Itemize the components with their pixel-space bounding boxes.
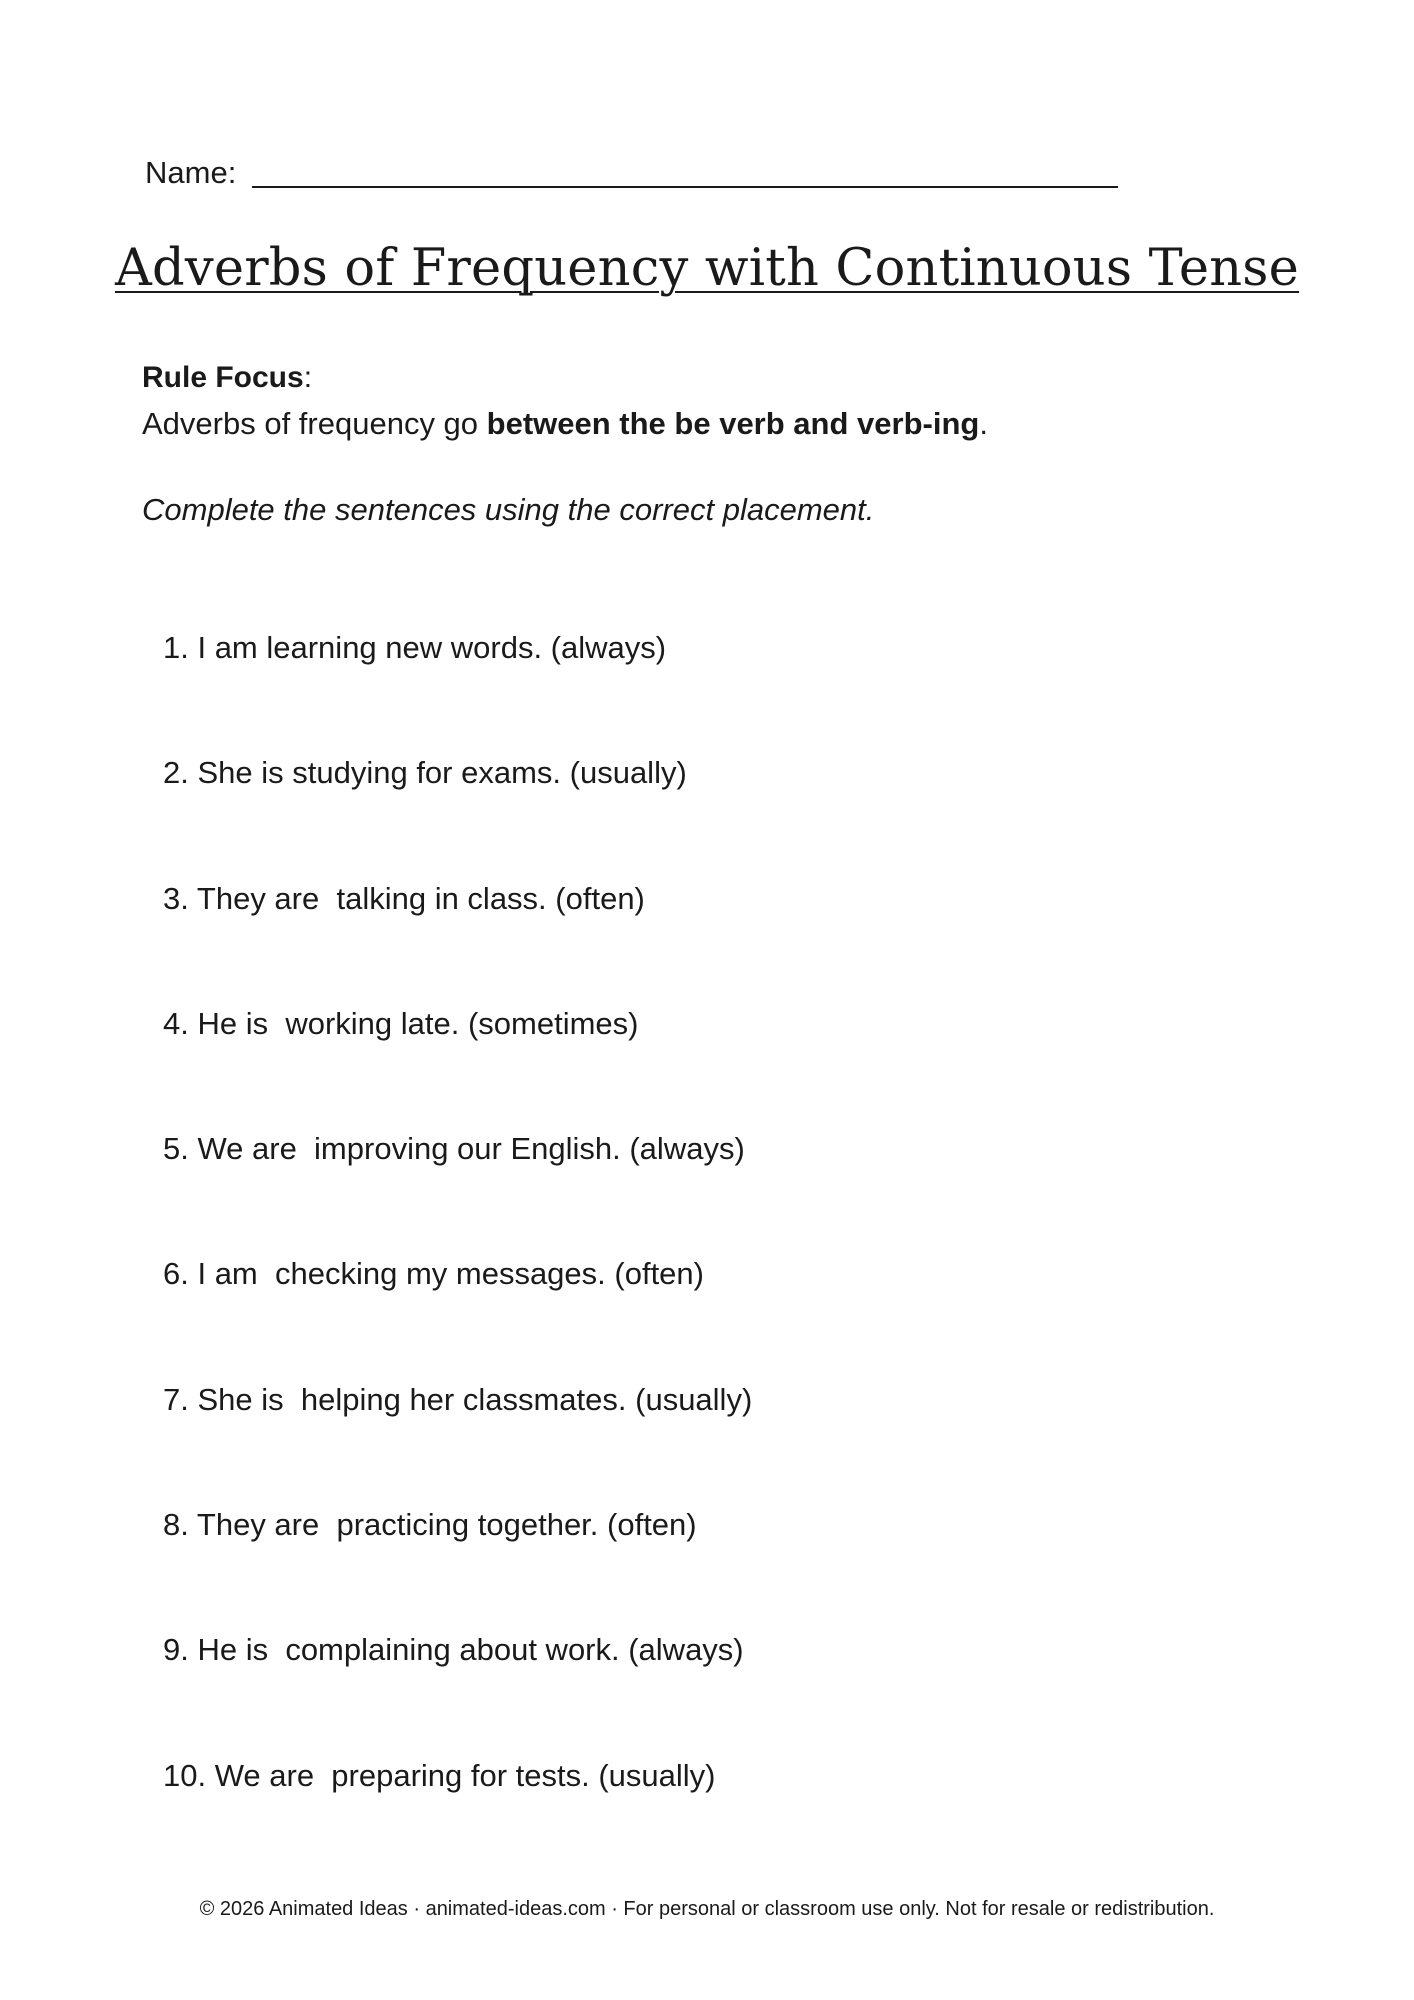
name-row	[145, 142, 1125, 192]
question-item: 3. They are talking in class. (often)	[163, 880, 645, 916]
rule-focus-text	[142, 400, 1292, 448]
rule-focus-block	[142, 356, 1292, 448]
question-item: 2. She is studying for exams. (usually)	[163, 755, 687, 791]
copyright-footer: © 2026 Animated Ideas · animated-ideas.com · For personal or classroom use only. Not for resale or redistribution.	[199, 1898, 1215, 1920]
rule-text-after: .	[979, 406, 988, 441]
worksheet-title: Adverbs of Frequency with Continuous Tense	[114, 239, 1300, 298]
rule-text-before: Adverbs of frequency go	[142, 406, 487, 441]
question-item: 7. She is helping her classmates. (usually)	[163, 1381, 753, 1417]
rule-text-bold: between the be verb and verb-ing	[486, 406, 980, 441]
rule-focus-heading-label: Rule Focus	[142, 361, 304, 394]
question-item: 10. We are preparing for tests. (usually)	[163, 1757, 716, 1793]
question-item: 8. They are practicing together. (often)	[163, 1507, 697, 1543]
question-list	[163, 624, 752, 1877]
question-item: 1. I am learning new words. (always)	[163, 630, 667, 665]
name-input-line[interactable]	[252, 186, 1118, 188]
question-item: 9. He is complaining about work. (always)	[163, 1632, 744, 1668]
instruction-text: Complete the sentences using the correct placement.	[142, 492, 875, 527]
name-label: Name:	[145, 155, 237, 190]
question-item: 4. He is working late. (sometimes)	[163, 1005, 639, 1041]
rule-focus-heading	[142, 356, 1292, 400]
question-item: 5. We are improving our English. (always)	[163, 1131, 745, 1167]
question-item: 6. I am checking my messages. (often)	[163, 1256, 704, 1292]
rule-focus-heading-colon: :	[303, 361, 313, 394]
